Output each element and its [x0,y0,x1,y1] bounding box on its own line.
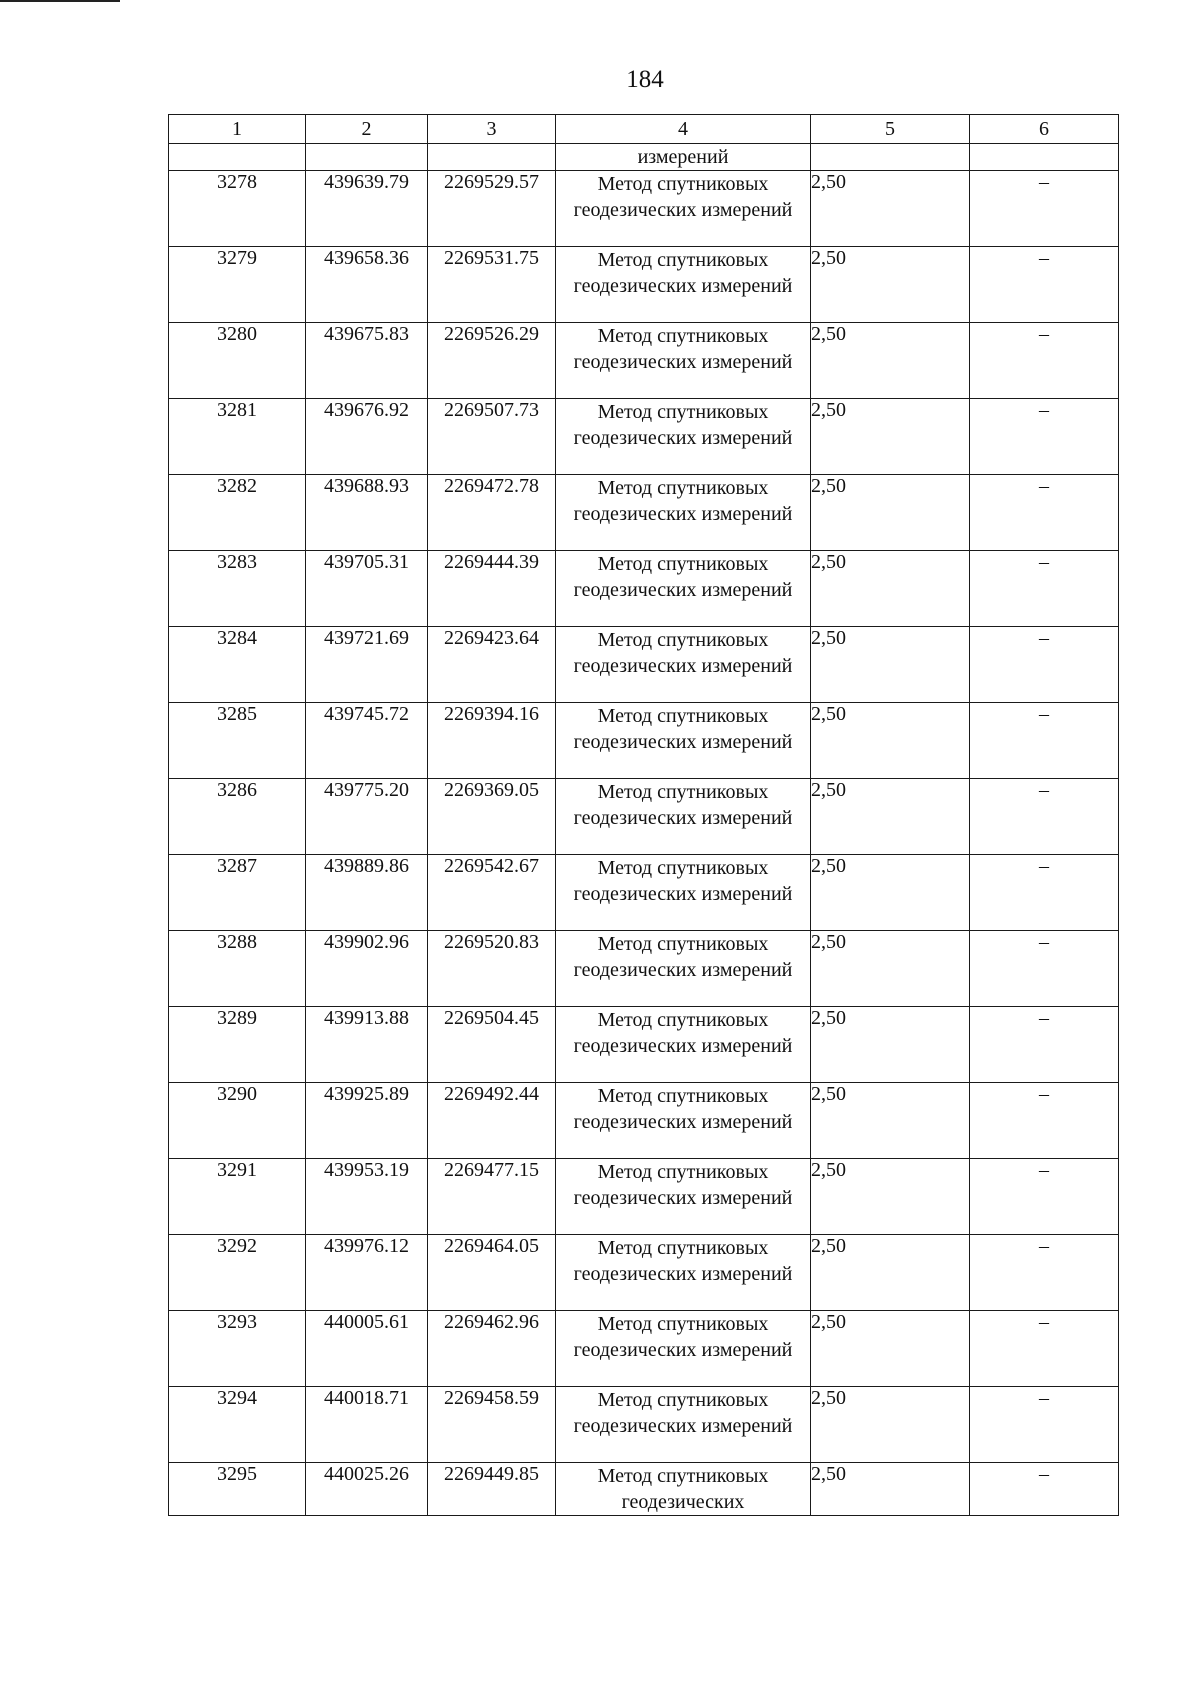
accuracy-cell: 2,50 [811,931,970,1007]
cont-cell-3 [428,144,556,171]
note-cell: – [970,551,1119,627]
x-coordinate-cell: 439675.83 [306,323,428,399]
accuracy-cell: 2,50 [811,247,970,323]
point-number-cell: 3280 [169,323,306,399]
point-number-cell: 3279 [169,247,306,323]
method-cell: Метод спутниковых геодезических измерений [556,399,811,475]
table-row [169,1235,1119,1311]
accuracy-cell: 2,50 [811,627,970,703]
header-col-2: 2 [306,115,428,144]
cont-cell-1 [169,144,306,171]
accuracy-cell: 2,50 [811,1463,970,1516]
x-coordinate-cell: 439688.93 [306,475,428,551]
continuation-row [169,144,1119,171]
point-number-cell: 3295 [169,1463,306,1516]
point-number-cell: 3282 [169,475,306,551]
y-coordinate-cell: 2269458.59 [428,1387,556,1463]
method-cell: Метод спутниковых геодезических измерений [556,551,811,627]
table-row [169,551,1119,627]
point-number-cell: 3288 [169,931,306,1007]
table-row [169,475,1119,551]
x-coordinate-cell: 439976.12 [306,1235,428,1311]
x-coordinate-cell: 439658.36 [306,247,428,323]
y-coordinate-cell: 2269504.45 [428,1007,556,1083]
accuracy-cell: 2,50 [811,703,970,779]
point-number-cell: 3289 [169,1007,306,1083]
table-row [169,171,1119,247]
note-cell: – [970,475,1119,551]
header-col-4: 4 [556,115,811,144]
accuracy-cell: 2,50 [811,171,970,247]
point-number-cell: 3293 [169,1311,306,1387]
cont-cell-method: измерений [556,144,811,171]
note-cell: – [970,855,1119,931]
table-row [169,855,1119,931]
cont-cell-6 [970,144,1119,171]
method-cell: Метод спутниковых геодезических измерений [556,1159,811,1235]
x-coordinate-cell: 439721.69 [306,627,428,703]
note-cell: – [970,1083,1119,1159]
y-coordinate-cell: 2269444.39 [428,551,556,627]
y-coordinate-cell: 2269477.15 [428,1159,556,1235]
method-cell: Метод спутниковых геодезических измерений [556,1387,811,1463]
accuracy-cell: 2,50 [811,1235,970,1311]
table-row [169,1083,1119,1159]
x-coordinate-cell: 440018.71 [306,1387,428,1463]
accuracy-cell: 2,50 [811,1311,970,1387]
y-coordinate-cell: 2269464.05 [428,1235,556,1311]
table-row [169,1463,1119,1516]
note-cell: – [970,323,1119,399]
point-number-cell: 3284 [169,627,306,703]
note-cell: – [970,1463,1119,1516]
method-cell: Метод спутниковых геодезических измерений [556,247,811,323]
x-coordinate-cell: 439902.96 [306,931,428,1007]
point-number-cell: 3285 [169,703,306,779]
cont-cell-5 [811,144,970,171]
header-col-5: 5 [811,115,970,144]
method-cell: Метод спутниковых геодезических измерений [556,171,811,247]
y-coordinate-cell: 2269394.16 [428,703,556,779]
y-coordinate-cell: 2269531.75 [428,247,556,323]
table-row [169,1311,1119,1387]
accuracy-cell: 2,50 [811,855,970,931]
point-number-cell: 3278 [169,171,306,247]
note-cell: – [970,703,1119,779]
point-number-cell: 3286 [169,779,306,855]
x-coordinate-cell: 440005.61 [306,1311,428,1387]
table-row [169,1007,1119,1083]
table-row [169,399,1119,475]
method-cell: Метод спутниковых геодезических измерений [556,855,811,931]
method-cell: Метод спутниковых геодезических измерений [556,1311,811,1387]
table-row [169,627,1119,703]
table-row [169,247,1119,323]
y-coordinate-cell: 2269472.78 [428,475,556,551]
y-coordinate-cell: 2269529.57 [428,171,556,247]
point-number-cell: 3290 [169,1083,306,1159]
y-coordinate-cell: 2269520.83 [428,931,556,1007]
note-cell: – [970,1387,1119,1463]
accuracy-cell: 2,50 [811,475,970,551]
header-col-1: 1 [169,115,306,144]
note-cell: – [970,1007,1119,1083]
accuracy-cell: 2,50 [811,1007,970,1083]
note-cell: – [970,247,1119,323]
method-cell: Метод спутниковых геодезических измерений [556,475,811,551]
accuracy-cell: 2,50 [811,399,970,475]
point-number-cell: 3291 [169,1159,306,1235]
x-coordinate-cell: 439953.19 [306,1159,428,1235]
x-coordinate-cell: 439676.92 [306,399,428,475]
point-number-cell: 3294 [169,1387,306,1463]
table-header-row [169,115,1119,144]
method-cell: Метод спутниковых геодезических измерений [556,1235,811,1311]
y-coordinate-cell: 2269492.44 [428,1083,556,1159]
y-coordinate-cell: 2269449.85 [428,1463,556,1516]
table-row [169,931,1119,1007]
method-cell: Метод спутниковых геодезических измерений [556,703,811,779]
x-coordinate-cell: 439639.79 [306,171,428,247]
y-coordinate-cell: 2269423.64 [428,627,556,703]
x-coordinate-cell: 439889.86 [306,855,428,931]
accuracy-cell: 2,50 [811,1159,970,1235]
point-number-cell: 3281 [169,399,306,475]
x-coordinate-cell: 440025.26 [306,1463,428,1516]
note-cell: – [970,627,1119,703]
note-cell: – [970,931,1119,1007]
x-coordinate-cell: 439913.88 [306,1007,428,1083]
table-row [169,323,1119,399]
accuracy-cell: 2,50 [811,1083,970,1159]
table-row [169,779,1119,855]
scan-edge-mark [0,0,120,2]
method-cell: Метод спутниковых геодезических измерений [556,779,811,855]
y-coordinate-cell: 2269526.29 [428,323,556,399]
method-cell: Метод спутниковых геодезических [556,1463,811,1516]
table-row [169,1387,1119,1463]
note-cell: – [970,1235,1119,1311]
table-row [169,1159,1119,1235]
cont-cell-2 [306,144,428,171]
table-row [169,703,1119,779]
note-cell: – [970,779,1119,855]
y-coordinate-cell: 2269369.05 [428,779,556,855]
method-cell: Метод спутниковых геодезических измерений [556,1007,811,1083]
accuracy-cell: 2,50 [811,323,970,399]
header-col-3: 3 [428,115,556,144]
y-coordinate-cell: 2269462.96 [428,1311,556,1387]
page-number: 184 [626,66,664,93]
point-number-cell: 3292 [169,1235,306,1311]
x-coordinate-cell: 439745.72 [306,703,428,779]
point-number-cell: 3283 [169,551,306,627]
accuracy-cell: 2,50 [811,779,970,855]
accuracy-cell: 2,50 [811,1387,970,1463]
x-coordinate-cell: 439775.20 [306,779,428,855]
coordinates-table [168,114,1119,1516]
x-coordinate-cell: 439705.31 [306,551,428,627]
y-coordinate-cell: 2269507.73 [428,399,556,475]
method-cell: Метод спутниковых геодезических измерений [556,323,811,399]
point-number-cell: 3287 [169,855,306,931]
note-cell: – [970,1311,1119,1387]
x-coordinate-cell: 439925.89 [306,1083,428,1159]
header-col-6: 6 [970,115,1119,144]
method-cell: Метод спутниковых геодезических измерений [556,931,811,1007]
accuracy-cell: 2,50 [811,551,970,627]
note-cell: – [970,1159,1119,1235]
y-coordinate-cell: 2269542.67 [428,855,556,931]
note-cell: – [970,171,1119,247]
method-cell: Метод спутниковых геодезических измерений [556,1083,811,1159]
method-cell: Метод спутниковых геодезических измерений [556,627,811,703]
note-cell: – [970,399,1119,475]
